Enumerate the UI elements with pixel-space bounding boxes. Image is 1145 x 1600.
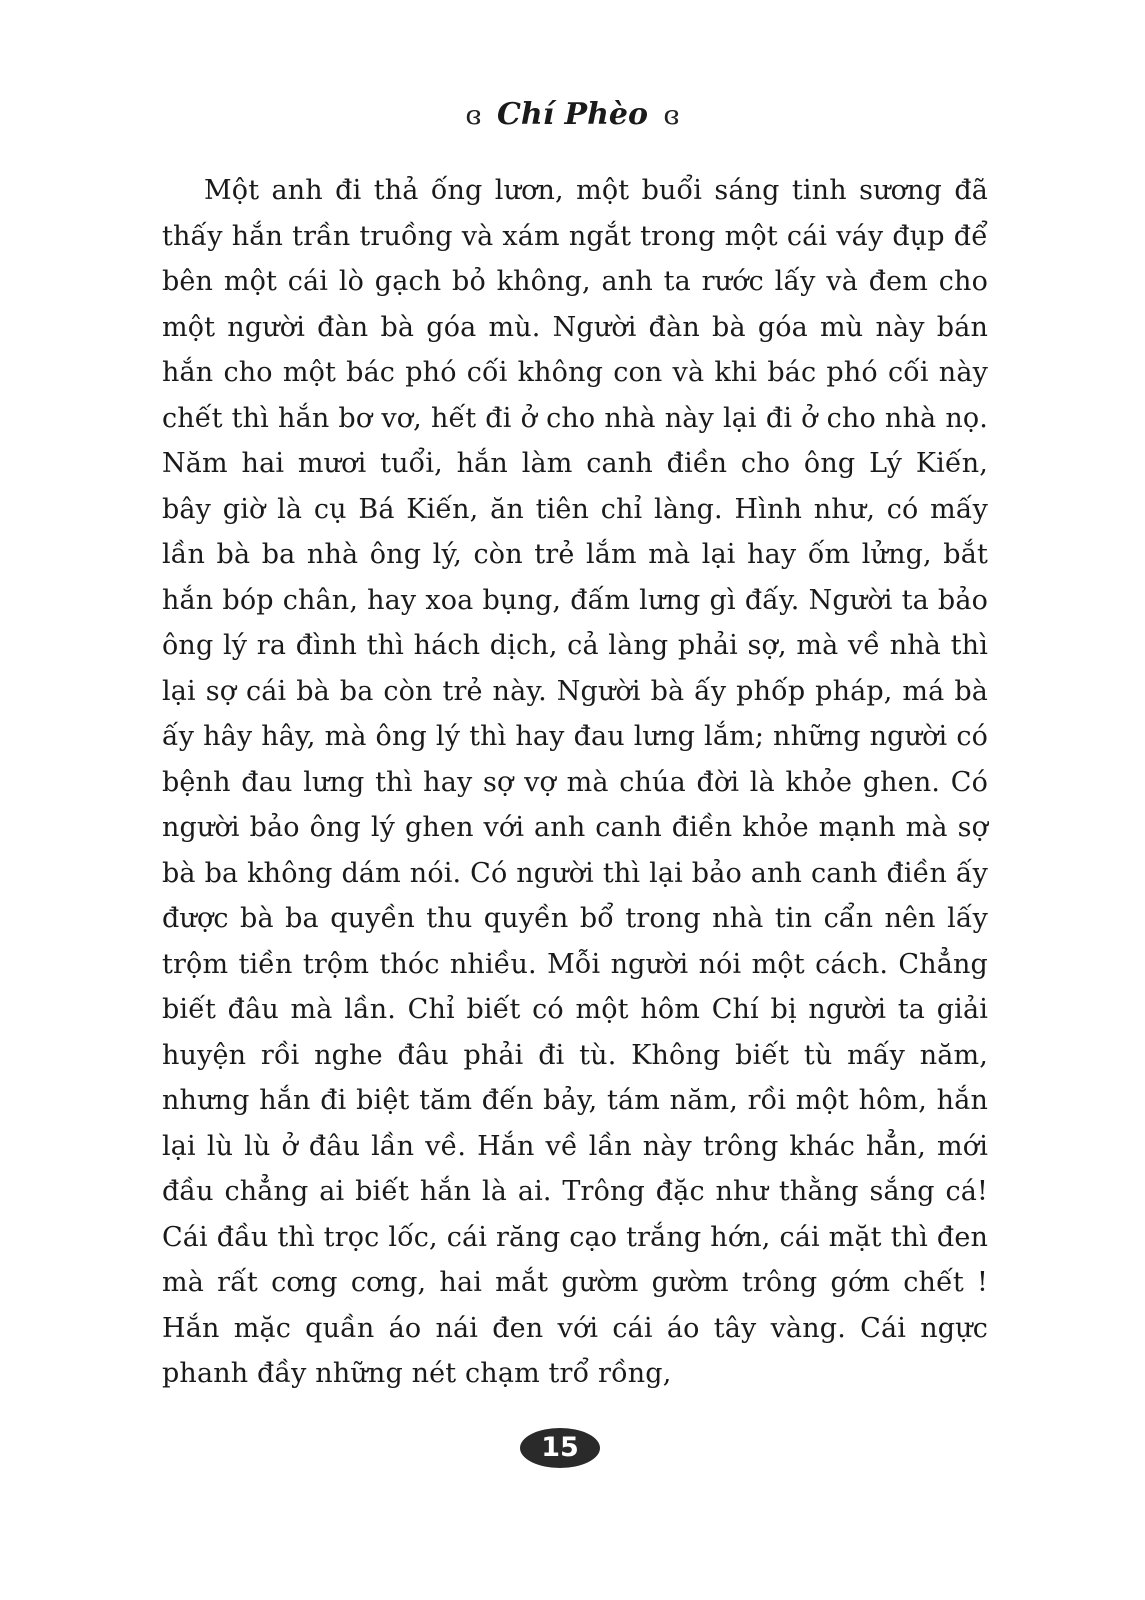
body-paragraph: Một anh đi thả ống lươn, một buổi sáng tinh sương đã thấy hắn trần truồng và xám ngắt trong một cái váy đụp để bên một cái lò gạch bỏ không, anh ta rước lấy và đem cho một người đàn bà góa mù. Người đàn bà góa mù này bán hắn cho một bác phó cối không con và khi bác phó cối này chết thì hắn bơ vơ, hết đi ở cho nhà này lại đi ở cho nhà nọ. Năm hai mươi tuổi, hắn làm canh điền cho ông Lý Kiến, bây giờ là cụ Bá Kiến, ăn tiên chỉ làng. Hình như, có mấy lần bà ba nhà ông lý, còn trẻ lắm mà lại hay ốm lửng, bắt hắn bóp chân, hay xoa bụng, đấm lưng gì đấy. Người ta bảo ông lý ra đình thì hách dịch, cả làng phải sợ, mà về nhà thì lại sợ cái bà ba còn trẻ này. Người bà ấy phốp pháp, má bà ấy hây hây, mà ông lý thì hay đau lưng lắm; những người có bệnh đau lưng thì hay sợ vợ mà chúa đời là khỏe ghen. Có người bảo ông lý ghen với anh canh điền khỏe mạnh mà sợ bà ba không dám nói. Có người thì lại bảo anh canh điền ấy được bà ba quyền thu quyền bổ trong nhà tin cẩn nên lấy trộm tiền trộm thóc nhiều. Mỗi người nói một cách. Chẳng biết đâu mà lần. Chỉ biết có một hôm Chí bị người ta giải huyện rồi nghe đâu phải đi tù. Không biết tù mấy năm, nhưng hắn đi biệt tăm đến bảy, tám năm, rồi một hôm, hắn lại lù lù ở đâu lần về. Hắn về lần này trông khác hẳn, mới đầu chẳng ai biết hắn là ai. Trông đặc như thằng sắng cá! Cái đầu thì trọc lốc, cái răng cạo trắng hớn, cái mặt thì đen mà rất cơng cơng, hai mắt gườm gườm trông gớm chết ! Hắn mặc quần áo nái đen với cái áo tây vàng. Cái ngực phanh đầy những nét chạm trổ rồng, — [162, 175, 988, 1389]
page-number-badge: 15 — [520, 1428, 600, 1468]
chapter-title: Chí Phèo — [497, 97, 648, 132]
left-flourish-icon: ɞ — [465, 101, 482, 131]
right-flourish-icon: ɞ — [663, 101, 680, 131]
running-header — [0, 92, 1145, 139]
